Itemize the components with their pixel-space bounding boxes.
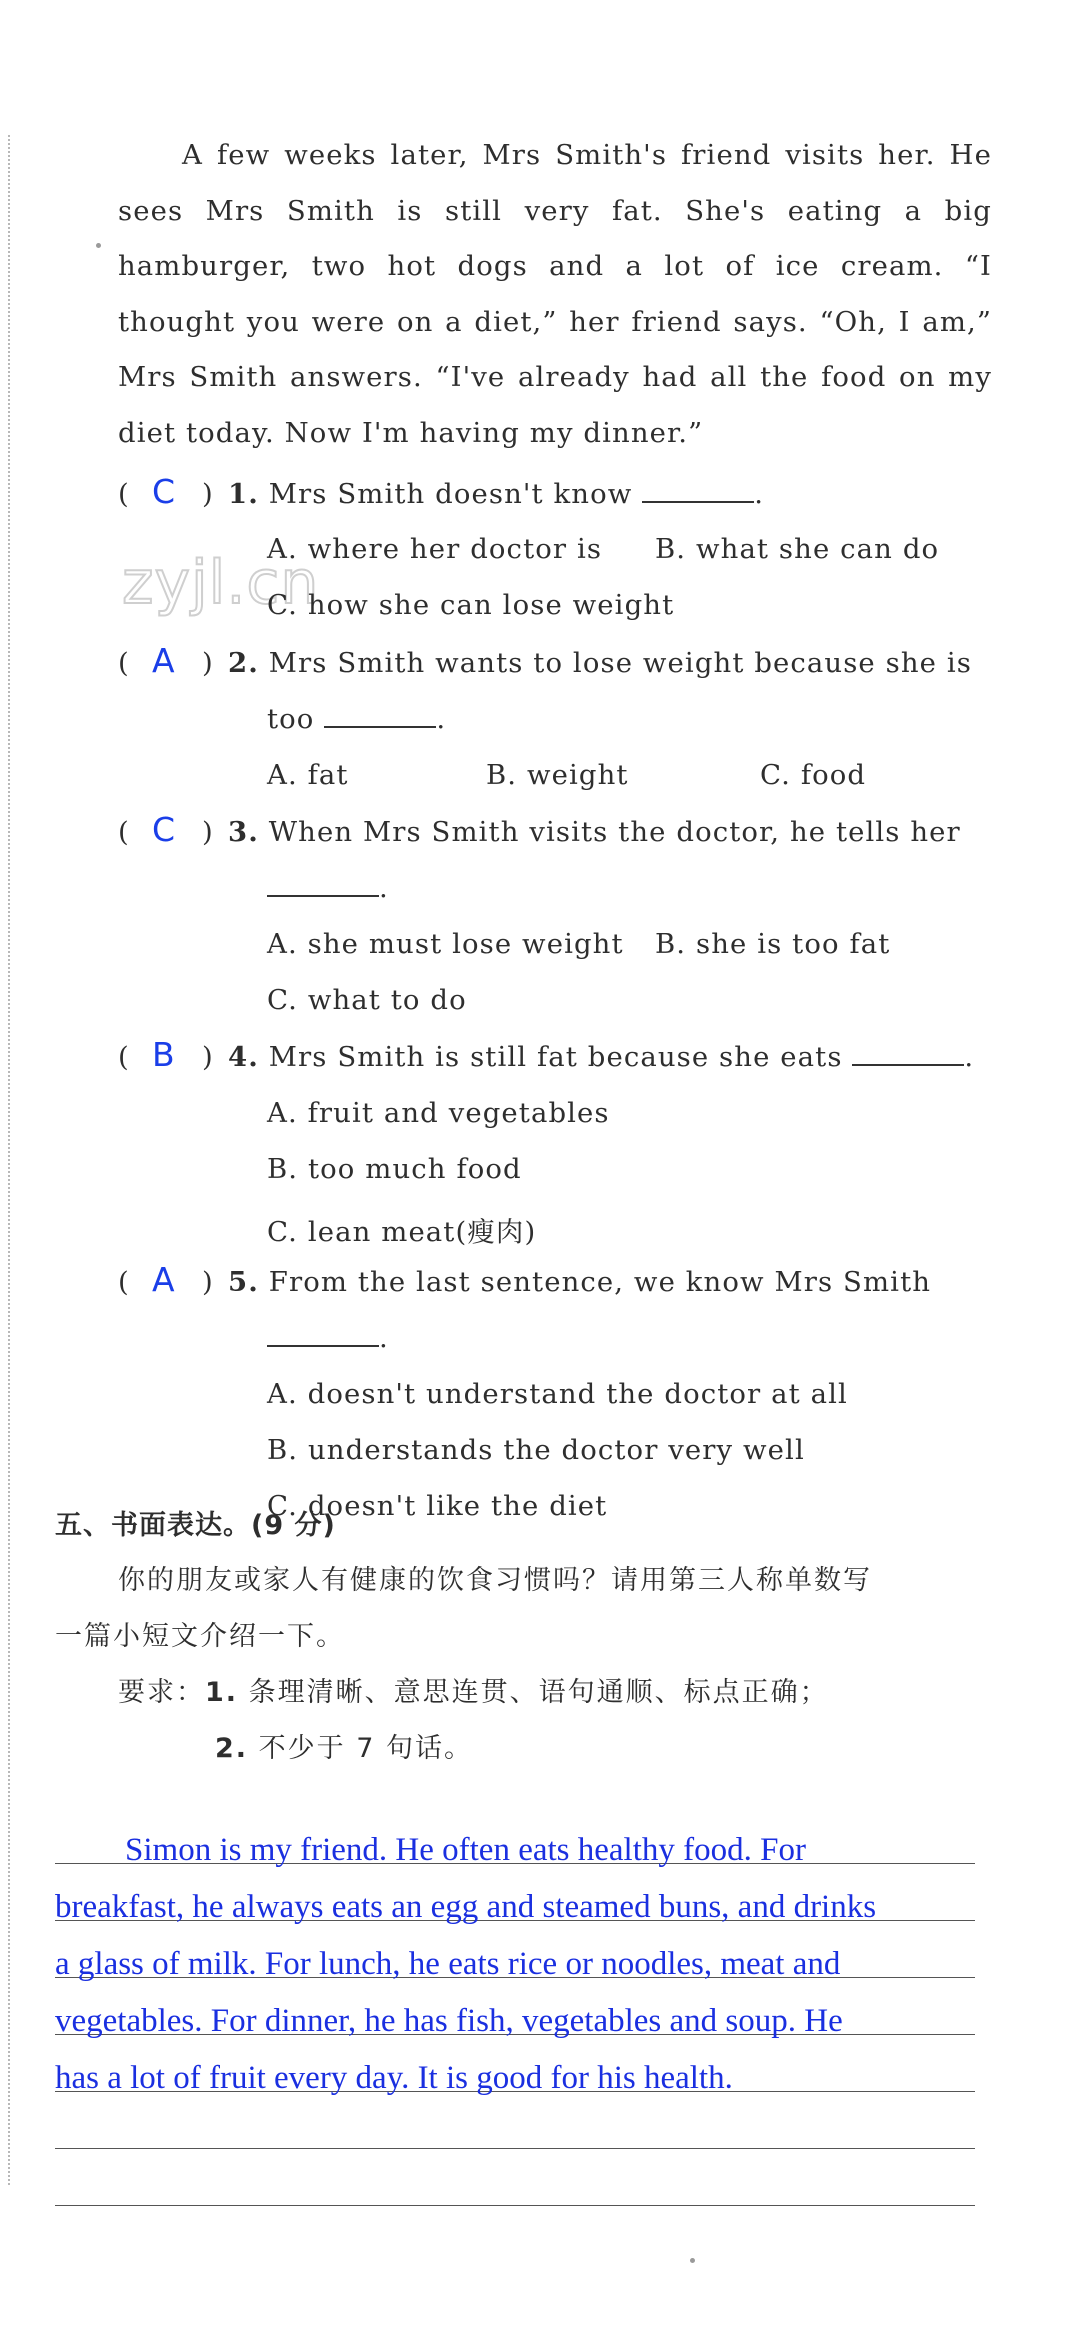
question-end: .: [436, 703, 447, 735]
answer-bracket-close: ): [202, 478, 213, 510]
answer-5: A: [152, 1260, 175, 1299]
question-text: From the last sentence, we know Mrs Smith: [268, 1266, 932, 1298]
question-2-line2: [267, 703, 446, 735]
writing-line: [55, 2205, 975, 2206]
question-5-stem: [228, 1266, 931, 1298]
section-title: 五、书面表达。(9 分): [55, 1510, 336, 1541]
answer-bracket-open: (: [118, 1266, 129, 1298]
question-text: Mrs Smith doesn't know: [268, 478, 633, 510]
essay-line-1: Simon is my friend. He often eats healthy food. For: [125, 1832, 806, 1868]
option-a: A. fat: [267, 759, 349, 791]
speck: [690, 2258, 695, 2263]
question-number: 2.: [228, 647, 259, 679]
option-a: A. she must lose weight: [267, 928, 624, 960]
writing-line: [55, 2148, 975, 2149]
question-text: too: [267, 703, 315, 735]
question-3-line2: [267, 872, 389, 904]
question-end: .: [964, 1041, 975, 1073]
question-number: 3.: [228, 816, 259, 848]
answer-bracket-open: (: [118, 647, 129, 679]
question-1-stem: [228, 478, 764, 510]
requirement-number: 2.: [215, 1733, 249, 1764]
question-text: Mrs Smith wants to lose weight because she is: [268, 647, 972, 679]
question-number: 1.: [228, 478, 259, 510]
option-a: A. fruit and vegetables: [267, 1097, 610, 1129]
essay-line-3: a glass of milk. For lunch, he eats rice or noodles, meat and: [55, 1946, 841, 1982]
essay-line-5: has a lot of fruit every day. It is good for his health.: [55, 2060, 733, 2096]
option-c: C. what to do: [267, 984, 467, 1016]
writing-prompt-line1: 你的朋友或家人有健康的饮食习惯吗？请用第三人称单数写: [118, 1565, 872, 1596]
answer-4: B: [152, 1035, 175, 1074]
essay-line-2: breakfast, he always eats an egg and steamed buns, and drinks: [55, 1889, 877, 1925]
option-b: B. she is too fat: [655, 928, 891, 960]
passage-text: A few weeks later, Mrs Smith's friend visits her. He sees Mrs Smith is still very fat. She's eating a big hamburger, two hot dogs and a lot of ice cream. “I thought you were on a diet,” her friend says. “Oh, I am,” Mrs Smith answers. “I've already had all the food on my diet today. Now I'm having my dinner.”: [118, 139, 992, 449]
question-line: [228, 647, 972, 679]
answer-blank: [852, 1044, 964, 1066]
option-b: B. what she can do: [655, 533, 940, 565]
answer-bracket-open: (: [118, 1041, 129, 1073]
answer-bracket-close: ): [202, 1266, 213, 1298]
margin-rule: [8, 135, 10, 2185]
reading-passage: [118, 128, 992, 461]
option-a: A. where her doctor is: [267, 533, 603, 565]
requirement-text: 不少于 7 句话。: [258, 1733, 473, 1764]
question-end: .: [379, 1322, 389, 1354]
question-4-stem: [228, 1041, 974, 1073]
option-c: C. lean meat(瘦肉): [267, 1216, 537, 1248]
requirement-number: 1.: [205, 1677, 239, 1708]
answer-blank: [642, 481, 754, 503]
question-text: When Mrs Smith visits the doctor, he tells her: [268, 816, 961, 848]
option-c: C. doesn't like the diet: [267, 1490, 608, 1522]
question-number: 4.: [228, 1041, 259, 1073]
answer-bracket-open: (: [118, 816, 129, 848]
question-number: 5.: [228, 1266, 259, 1298]
requirement-2: [215, 1726, 473, 1765]
option-a: A. doesn't understand the doctor at all: [267, 1378, 848, 1410]
question-3-stem: [228, 816, 961, 848]
question-end: .: [379, 872, 389, 904]
requirement-text: 条理清晰、意思连贯、语句通顺、标点正确；: [248, 1677, 829, 1708]
answer-blank: [267, 875, 379, 897]
option-c: C. how she can lose weight: [267, 589, 675, 621]
option-b: B. too much food: [267, 1153, 522, 1185]
question-text: Mrs Smith is still fat because she eats: [268, 1041, 843, 1073]
answer-bracket-close: ): [202, 647, 213, 679]
answer-blank: [267, 1325, 379, 1347]
answer-bracket-open: (: [118, 478, 129, 510]
requirement-1: [118, 1670, 829, 1709]
question-2-stem: [228, 647, 994, 679]
answer-2: A: [152, 641, 175, 680]
requirement-label: 要求：: [118, 1677, 205, 1708]
answer-bracket-close: ): [202, 1041, 213, 1073]
question-5-line2: [267, 1322, 389, 1354]
writing-prompt-line2: 一篇小短文介绍一下。: [55, 1621, 345, 1652]
watermark: zyjl.cn: [122, 548, 320, 618]
option-b: B. understands the doctor very well: [267, 1434, 805, 1466]
speck: [96, 243, 101, 248]
answer-bracket-close: ): [202, 816, 213, 848]
answer-blank: [324, 706, 436, 728]
question-end: .: [754, 478, 765, 510]
option-c: C. food: [760, 759, 867, 791]
answer-3: C: [152, 810, 176, 849]
option-b: B. weight: [486, 759, 629, 791]
essay-line-4: vegetables. For dinner, he has fish, vegetables and soup. He: [55, 2003, 843, 2039]
answer-1: C: [152, 472, 176, 511]
